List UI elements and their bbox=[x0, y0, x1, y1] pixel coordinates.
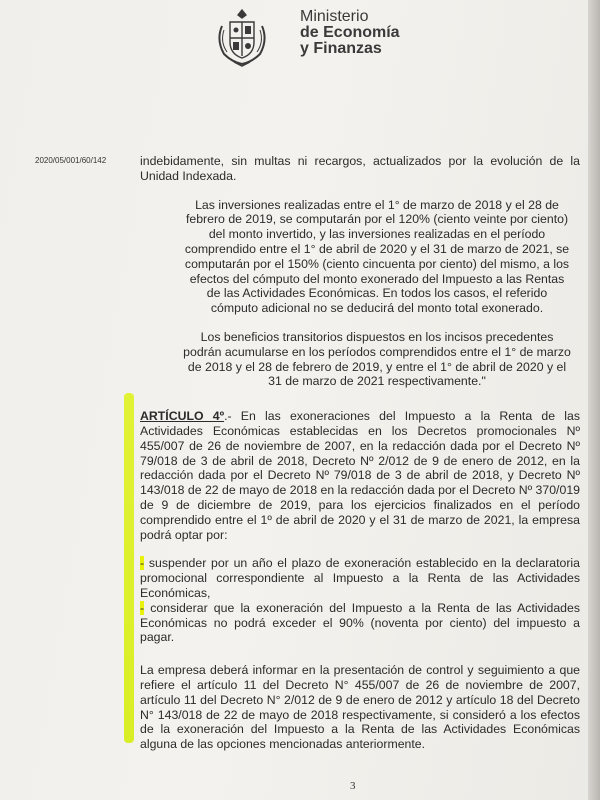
page-number: 3 bbox=[350, 780, 356, 792]
article-4-separator: .- bbox=[224, 409, 232, 424]
coat-of-arms-icon bbox=[212, 4, 272, 68]
ministry-line-1: Ministerio bbox=[300, 8, 369, 25]
paragraph-3: Los beneficios transitorios dispuestos en los incisos precedentes podrán acumularse en los períodos comprendidos entre el 1° de marzo de 2018 y el 28 de febrero de 2019, y entre el 1° de abril de 2020 y el 31 de marzo de 2021 respectivamente." bbox=[183, 329, 571, 389]
ministry-logo-text bbox=[300, 9, 400, 57]
list-item bbox=[140, 601, 580, 645]
bullet-dash: - bbox=[140, 600, 145, 615]
document-body bbox=[140, 154, 580, 766]
highlighter-mark bbox=[124, 393, 134, 743]
paragraph-final: La empresa deberá informar en la presentación de control y seguimiento a que refiere el artículo 11 del Decreto N° 455/007 de 26 de noviembre de 2007, artículo 11 del Decreto N° 2/012 de 9 de enero de 2012 y artículo 18 del Decreto N° 143/018 de 22 de mayo de 2018 respectivamente, si consideró a los efectos de la exoneración del Impuesto a la Renta de las Actividades Económicas alguna de las opciones mencionadas anteriormente. bbox=[140, 663, 580, 752]
ministry-line-2: de Economía bbox=[300, 24, 400, 41]
paragraph-1: indebidamente, sin multas ni recargos, actualizados por la evolución de la Unidad Indexada. bbox=[140, 154, 580, 183]
paragraph-2: Las inversiones realizadas entre el 1° de marzo de 2018 y el 28 de febrero de 2019, se computarán por el 120% (ciento veinte por ciento) del monto invertido, y las inversiones realizadas en el período comprendido entre el 1° de abril de 2020 y el 31 de marzo de 2021, se computarán por el 150% (ciento cincuenta por ciento) del mismo, a los efectos del cómputo del monto exonerado del Impuesto a las Rentas de las Actividades Económicas. En todos los casos, el referido cómputo adicional no se deducirá del monto total exonerado. bbox=[184, 197, 570, 316]
article-4-text: En las exoneraciones del Impuesto a la Renta de las Actividades Económicas establecidas en los Decretos promocionales Nº 455/007 de 26 de noviembre de 2007, en la redacción dada por el Decreto Nº 79/018 de 3 de abril de 2018, Decreto Nº 2/012 de 9 de enero de 2012, en la redacción dada por el Decreto Nº 79/018 de 3 de abril de 2018, y Decreto Nº 143/018 de 22 de mayo de 2018 en la redacción dada por el Decreto Nº 370/019 de 9 de diciembre de 2019, para los ejercicios finalizados en el período comprendido entre el 1º de abril de 2020 y el 31 de marzo de 2021, la empresa podrá optar por: bbox=[140, 409, 580, 542]
bullet-dash: - bbox=[140, 556, 145, 571]
page-edge-shadow bbox=[588, 0, 600, 800]
article-4 bbox=[140, 409, 580, 542]
options-list bbox=[140, 556, 580, 645]
document-number: 2020/05/001/60/142 bbox=[35, 156, 107, 165]
list-item bbox=[140, 556, 580, 600]
bullet-text-1: suspender por un año el plazo de exoneración establecido en la declaratoria promocional correspondiente al Impuesto a la Renta de las Actividades Económicas, bbox=[140, 556, 580, 600]
ministry-line-3: y Finanzas bbox=[300, 40, 382, 57]
bullet-text-2: considerar que la exoneración del Impuesto a la Renta de las Actividades Económicas no podrá exceder el 90% (noventa por ciento) del impuesto a pagar. bbox=[140, 600, 580, 645]
article-4-label: ARTÍCULO 4º bbox=[140, 409, 225, 424]
